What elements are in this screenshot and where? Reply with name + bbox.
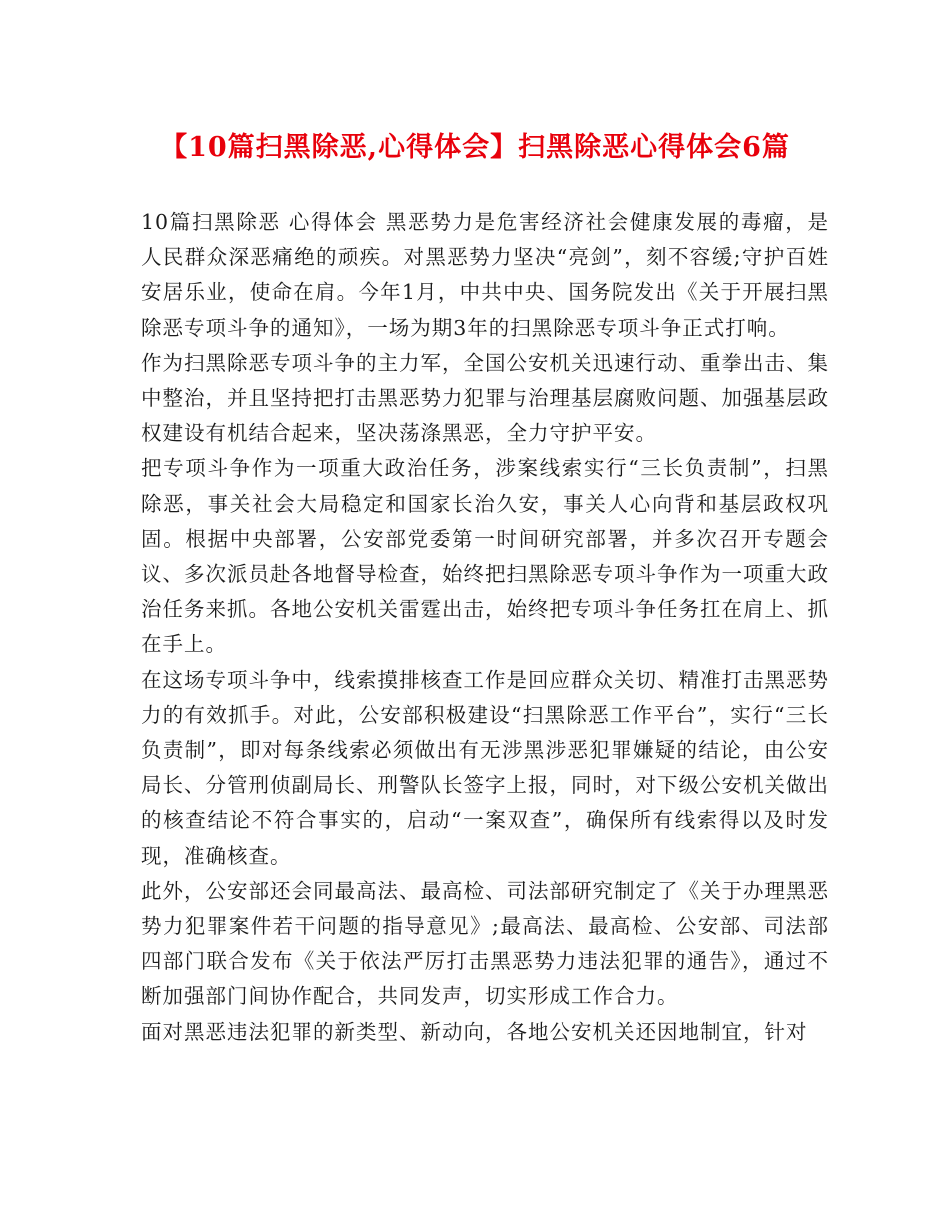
paragraph: 此外，公安部还会同最高法、最高检、司法部研究制定了《关于办理黑恶势力犯罪案件若干问题的指导意见》;最高法、最高检、公安部、司法部四部门联合发布《关于依法严厉打击黑恶势力违法犯罪的通告》，通过不断加强部门间协作配合，共同发声，切实形成工作合力。 [141, 878, 829, 1009]
paragraph: 把专项斗争作为一项重大政治任务，涉案线索实行“三长负责制”，扫黑除恶，事关社会大局稳定和国家长治久安，事关人心向背和基层政权巩固。根据中央部署，公安部党委第一时间研究部署，并多次召开专题会议、多次派员赴各地督导检查，始终把扫黑除恶专项斗争作为一项重大政治任务来抓。各地公安机关雷霆出击，始终把专项斗争任务扛在肩上、抓在手上。 [141, 456, 829, 657]
paragraph: 作为扫黑除恶专项斗争的主力军，全国公安机关迅速行动、重拳出击、集中整治，并且坚持把打击黑恶势力犯罪与治理基层腐败问题、加强基层政权建设有机结合起来，坚决荡涤黑恶，全力守护平安。 [141, 350, 829, 446]
paragraph: 面对黑恶违法犯罪的新类型、新动向，各地公安机关还因地制宜，针对 [141, 1019, 808, 1044]
document-body [141, 205, 829, 1050]
paragraph: 10篇扫黑除恶 心得体会 黑恶势力是危害经济社会健康发展的毒瘤，是人民群众深恶痛绝的顽疾。对黑恶势力坚决“亮剑”，刻不容缓;守护百姓安居乐业，使命在肩。今年1月，中共中央、国务院发出《关于开展扫黑除恶专项斗争的通知》，一场为期3年的扫黑除恶专项斗争正式打响。 [141, 210, 829, 340]
paragraph: 在这场专项斗争中，线索摸排核查工作是回应群众关切、精准打击黑恶势力的有效抓手。对此，公安部积极建设“扫黑除恶工作平台”，实行“三长负责制”，即对每条线索必须做出有无涉黑涉恶犯罪嫌疑的结论，由公安局长、分管刑侦副局长、刑警队长签字上报，同时，对下级公安机关做出的核查结论不符合事实的，启动“一案双查”，确保所有线索得以及时发现，准确核查。 [141, 667, 829, 868]
document-title: 【10篇扫黑除恶,心得体会】扫黑除恶心得体会6篇 [160, 132, 790, 163]
